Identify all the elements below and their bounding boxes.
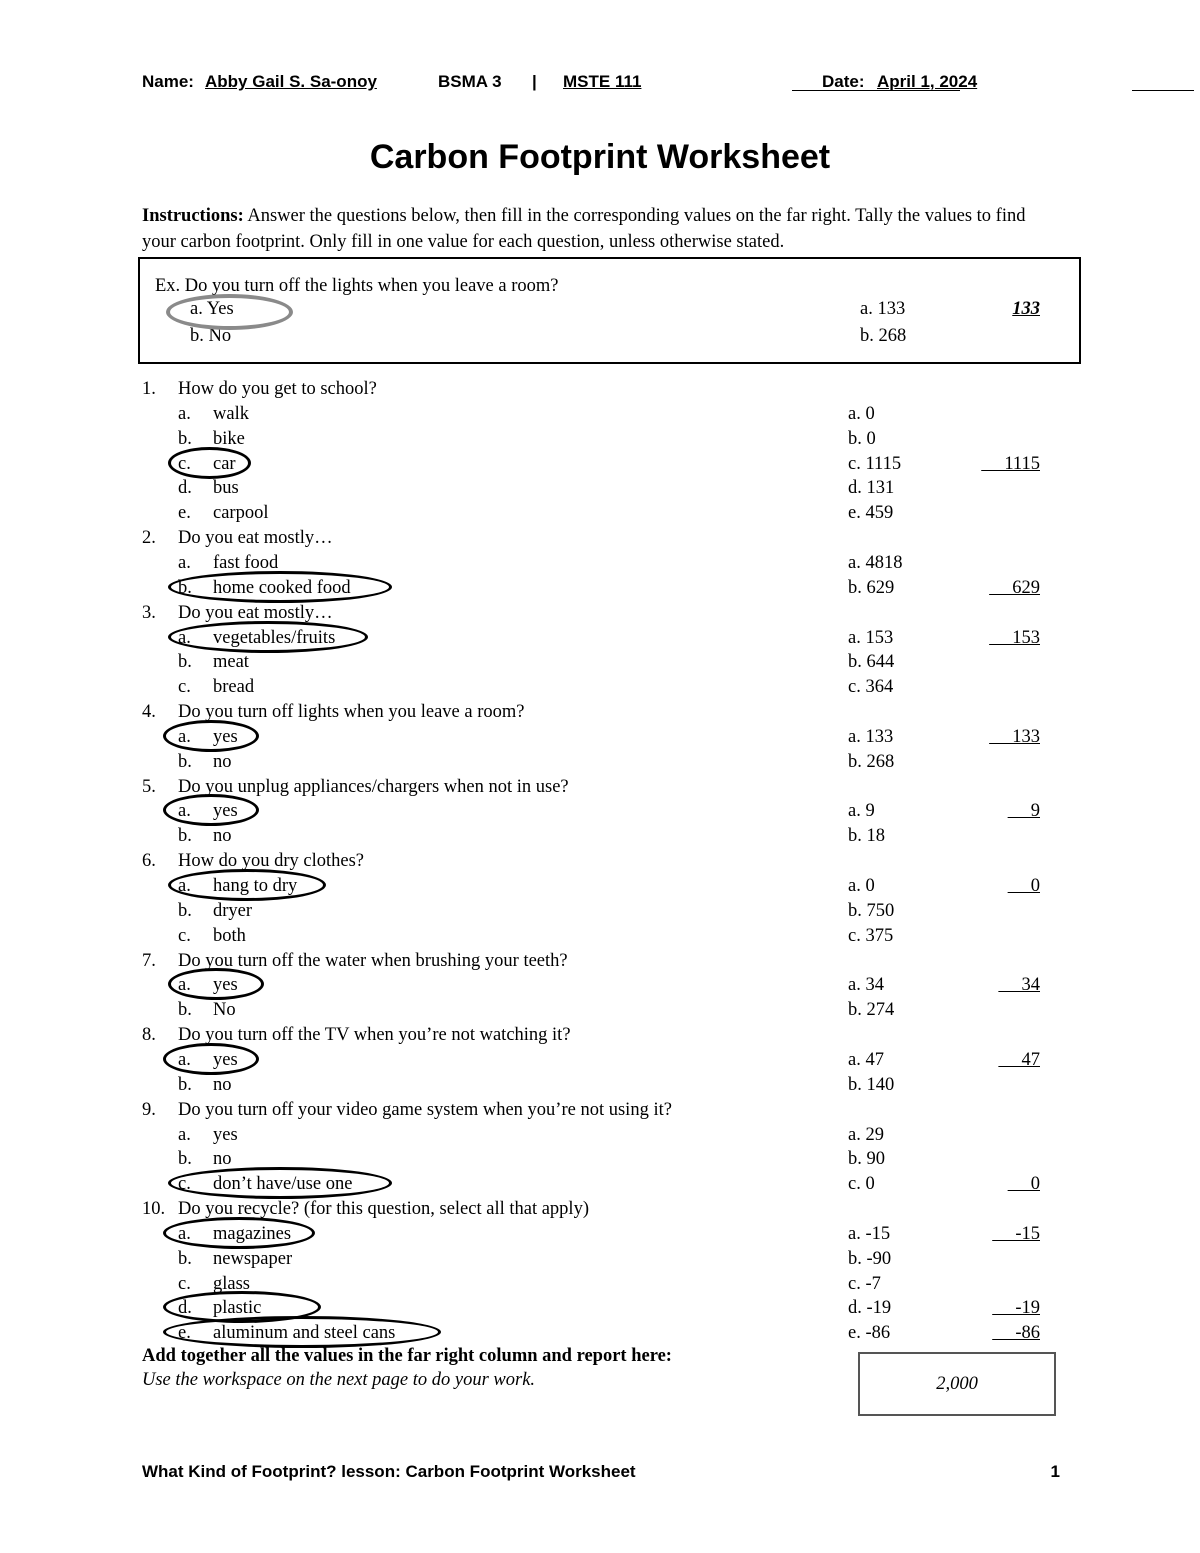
option-label: glass [213, 1273, 250, 1294]
option-label: yes [213, 1124, 238, 1145]
course: MSTE 111 [563, 72, 642, 91]
selection-circle [163, 1316, 441, 1348]
page-title: Carbon Footprint Worksheet [369, 138, 831, 176]
option-label: fast food [213, 552, 279, 573]
total-instruction: Add together all the values in the far right column and report here: [142, 1346, 672, 1366]
option-letter: a. [178, 801, 191, 822]
total-value: 2,000 [936, 1373, 978, 1394]
option-letter: b. [178, 428, 192, 449]
option-letter: a. [178, 975, 191, 996]
question-text: Do you eat mostly… [178, 528, 333, 549]
answer-blank: 1115 [981, 453, 1040, 474]
option-letter: b. [178, 900, 192, 921]
option-label: no [213, 1074, 232, 1095]
answer-blank: 629 [989, 577, 1040, 598]
option-letter: e. [178, 503, 191, 524]
name-label: Name: [142, 72, 194, 91]
answer-blank: 0 [1007, 876, 1040, 896]
selection-circle [163, 794, 259, 826]
option-label: plastic [213, 1298, 262, 1319]
example-answer: 133 [1012, 299, 1040, 319]
option-value: a. 0 [848, 876, 875, 896]
option-letter: a. [178, 1124, 191, 1145]
selection-circle [168, 621, 368, 653]
question-number: 3. [142, 602, 156, 623]
selection-circle [168, 869, 326, 901]
instructions-text: Answer the questions below, then fill in the corresponding values on the far right. Tally the values to find your carbon footprint. Only fill in one value for each question, unless otherwise stated. [142, 206, 1026, 252]
option-letter: b. [178, 1248, 192, 1269]
option-letter: a. [178, 552, 191, 573]
question-number: 10. [142, 1199, 166, 1220]
option-value: c. 1115 [848, 453, 902, 474]
selection-circle [168, 1167, 392, 1199]
footer-text: What Kind of Footprint? lesson: Carbon Footprint Worksheet [142, 1462, 636, 1481]
option-label: bread [213, 677, 255, 698]
option-label: newspaper [213, 1248, 293, 1269]
answer-blank: -19 [992, 1298, 1040, 1319]
selection-circle [168, 968, 264, 1000]
option-label: both [213, 925, 246, 946]
option-label: home cooked food [213, 577, 351, 598]
option-label: carpool [213, 503, 269, 524]
option-letter: b. [178, 1074, 192, 1095]
separator: | [532, 72, 537, 91]
option-value: a. 29 [848, 1124, 884, 1145]
option-value: d. -19 [848, 1298, 892, 1319]
option-value: c. 375 [848, 925, 894, 946]
option-value: d. 131 [848, 478, 895, 499]
answer-blank: -86 [992, 1323, 1040, 1344]
question-number: 4. [142, 702, 156, 723]
option-value: b. 268 [848, 751, 895, 772]
option-label: no [213, 1149, 232, 1170]
option-label: yes [213, 1049, 238, 1070]
option-value: b. -90 [848, 1248, 892, 1269]
option-letter: a. [178, 876, 191, 896]
option-letter: b. [178, 1149, 192, 1170]
header-line [142, 72, 1052, 94]
date-label: Date: [822, 72, 865, 91]
option-label: magazines [213, 1223, 292, 1244]
option-value: b. 140 [848, 1074, 895, 1095]
option-letter: c. [178, 1273, 191, 1294]
question-number: 7. [142, 950, 156, 971]
option-letter: b. [178, 577, 192, 598]
option-value: a. 34 [848, 975, 884, 996]
date-value: April 1, 2024 [877, 72, 978, 91]
option-letter: a. [178, 1223, 191, 1244]
option-letter: b. [178, 826, 192, 847]
option-label: dryer [213, 900, 253, 921]
selection-circle [163, 1217, 315, 1249]
option-value: b. 90 [848, 1149, 885, 1170]
option-label: aluminum and steel cans [213, 1323, 396, 1344]
option-label: No [213, 1000, 236, 1021]
selection-circle [168, 447, 251, 479]
page-number: 1 [1050, 1462, 1060, 1481]
student-name: Abby Gail S. Sa-onoy [205, 72, 377, 91]
option-letter: c. [178, 925, 191, 946]
option-value: e. -86 [848, 1323, 891, 1344]
option-label: no [213, 751, 232, 772]
option-value: a. 47 [848, 1049, 884, 1070]
option-value: b. 274 [848, 1000, 895, 1021]
option-value: c. 364 [848, 677, 894, 698]
option-letter: a. [178, 726, 191, 747]
question-text: Do you eat mostly… [178, 602, 333, 623]
option-value: b. 18 [848, 826, 885, 847]
option-letter: a. [178, 1049, 191, 1070]
option-value: c. -7 [848, 1273, 881, 1294]
option-value: a. 133 [848, 726, 894, 747]
question-number: 5. [142, 776, 156, 797]
answer-blank: 0 [1007, 1174, 1040, 1195]
option-letter: b. [178, 652, 192, 673]
option-value: a. 153 [848, 627, 894, 648]
option-value: b. 750 [848, 900, 895, 921]
option-label: yes [213, 975, 238, 996]
example-selection-circle [166, 294, 293, 330]
instructions [142, 203, 1060, 255]
option-value: b. 644 [848, 652, 895, 673]
option-value: a. -15 [848, 1223, 891, 1244]
option-label: walk [213, 403, 249, 424]
option-letter: c. [178, 677, 191, 698]
option-value: b. 629 [848, 577, 895, 598]
section: BSMA 3 [438, 72, 502, 91]
option-letter: d. [178, 1298, 192, 1319]
option-label: yes [213, 726, 238, 747]
question-text: Do you turn off your video game system when you’re not using it? [178, 1099, 672, 1120]
option-letter: b. [178, 1000, 192, 1021]
answer-blank: -15 [992, 1223, 1040, 1244]
answer-blank: 9 [1007, 801, 1040, 822]
selection-circle [163, 1043, 259, 1075]
total-note: Use the workspace on the next page to do your work. [142, 1370, 536, 1390]
question-text: Do you recycle? (for this question, select all that apply) [178, 1199, 589, 1220]
date-rule [1132, 90, 1194, 91]
question-text: Do you unplug appliances/chargers when not in use? [178, 776, 569, 797]
option-label: meat [213, 652, 249, 673]
example-option-a: a. Yes [190, 299, 234, 319]
option-label: vegetables/fruits [213, 627, 336, 648]
question-text: Do you turn off lights when you leave a room? [178, 702, 525, 723]
option-letter: a. [178, 627, 191, 648]
question-text: Do you turn off the water when brushing your teeth? [178, 950, 568, 971]
option-letter: c. [178, 453, 191, 474]
selection-circle [163, 720, 259, 752]
question-text: Do you turn off the TV when you’re not watching it? [178, 1025, 571, 1046]
selection-circle [168, 571, 392, 603]
question-text: How do you get to school? [178, 379, 377, 399]
option-letter: b. [178, 751, 192, 772]
question-number: 6. [142, 851, 156, 872]
instructions-label: Instructions: [142, 206, 244, 226]
option-value: a. 0 [848, 403, 875, 424]
option-label: car [213, 453, 236, 474]
total-box [858, 1352, 1056, 1416]
option-value: a. 9 [848, 801, 875, 822]
option-label: yes [213, 801, 238, 822]
option-letter: a. [178, 403, 191, 424]
example-question: Ex. Do you turn off the lights when you leave a room? [155, 276, 559, 296]
option-label: bus [213, 478, 239, 499]
question-number: 2. [142, 528, 156, 549]
answer-blank: 47 [998, 1049, 1040, 1070]
option-label: bike [213, 428, 245, 449]
option-label: hang to dry [213, 876, 298, 896]
option-value: e. 459 [848, 503, 894, 524]
answer-blank: 153 [989, 627, 1040, 648]
option-value: b. 0 [848, 428, 876, 449]
option-letter: e. [178, 1323, 191, 1344]
example-value-b: b. 268 [860, 326, 907, 346]
option-value: c. 0 [848, 1174, 875, 1195]
option-value: a. 4818 [848, 552, 903, 573]
option-label: no [213, 826, 232, 847]
answer-blank: 133 [989, 726, 1040, 747]
question-number: 1. [142, 379, 156, 399]
answer-blank: 34 [998, 975, 1040, 996]
option-letter: d. [178, 478, 192, 499]
question-number: 9. [142, 1099, 156, 1120]
option-letter: c. [178, 1174, 191, 1195]
question-number: 8. [142, 1025, 156, 1046]
option-label: don’t have/use one [213, 1174, 353, 1195]
example-value-a: a. 133 [860, 299, 906, 319]
question-text: How do you dry clothes? [178, 851, 364, 872]
example-option-b: b. No [190, 326, 232, 346]
